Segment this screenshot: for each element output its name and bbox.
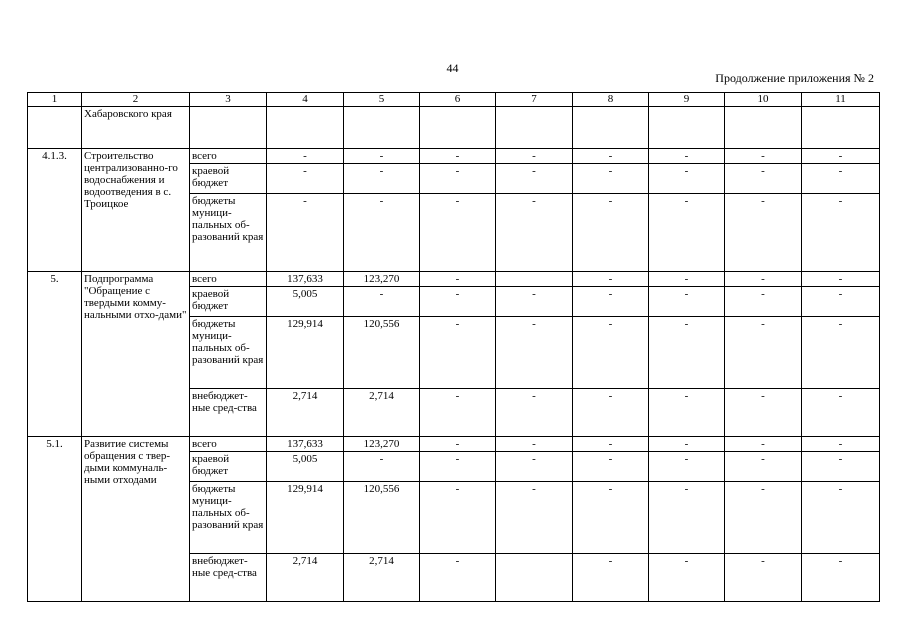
value-cell: -	[573, 482, 649, 554]
table-cell	[420, 107, 496, 149]
funding-source: всего	[190, 272, 267, 287]
value-cell: 2,714	[344, 554, 420, 602]
funding-source: внебюджет-ные сред-ства	[190, 554, 267, 602]
measure-name: Подпрограмма "Обращение с твердыми комму-нальными отхо-дами"	[82, 272, 190, 437]
value-cell: 2,714	[267, 389, 344, 437]
value-cell: -	[496, 452, 573, 482]
value-cell: -	[649, 317, 725, 389]
value-cell: -	[649, 389, 725, 437]
value-cell: 123,270	[344, 437, 420, 452]
item-number: 5.1.	[28, 437, 82, 602]
funding-source: краевой бюджет	[190, 452, 267, 482]
value-cell: 137,633	[267, 437, 344, 452]
value-cell: -	[725, 554, 802, 602]
value-cell: -	[802, 554, 880, 602]
value-cell: -	[420, 164, 496, 194]
table-cell	[649, 107, 725, 149]
value-cell: -	[573, 317, 649, 389]
value-cell: -	[649, 194, 725, 272]
value-cell: -	[496, 287, 573, 317]
value-cell: -	[725, 437, 802, 452]
value-cell: -	[573, 287, 649, 317]
item-number: 4.1.3.	[28, 149, 82, 272]
value-cell: -	[725, 164, 802, 194]
value-cell: -	[649, 554, 725, 602]
value-cell: -	[725, 452, 802, 482]
funding-source: внебюджет-ные сред-ства	[190, 389, 267, 437]
column-header: 10	[725, 93, 802, 107]
value-cell: -	[344, 287, 420, 317]
funding-source: бюджеты муници-пальных об-разований края	[190, 194, 267, 272]
value-cell: -	[802, 437, 880, 452]
value-cell: 2,714	[344, 389, 420, 437]
value-cell: -	[496, 437, 573, 452]
column-header: 6	[420, 93, 496, 107]
page-number: 44	[446, 61, 459, 75]
value-cell: -	[420, 437, 496, 452]
value-cell: -	[267, 164, 344, 194]
value-cell: -	[344, 149, 420, 164]
value-cell: 5,005	[267, 287, 344, 317]
value-cell: 129,914	[267, 482, 344, 554]
funding-source: краевой бюджет	[190, 164, 267, 194]
value-cell: -	[802, 452, 880, 482]
table-cell	[725, 107, 802, 149]
value-cell: -	[496, 194, 573, 272]
value-cell: 120,556	[344, 482, 420, 554]
value-cell: -	[649, 482, 725, 554]
table-cell	[267, 107, 344, 149]
value-cell: -	[725, 389, 802, 437]
value-cell: -	[802, 164, 880, 194]
value-cell: -	[649, 272, 725, 287]
value-cell: -	[649, 287, 725, 317]
value-cell: -	[802, 194, 880, 272]
value-cell: -	[573, 554, 649, 602]
value-cell: -	[725, 272, 802, 287]
column-header: 2	[82, 93, 190, 107]
value-cell: -	[496, 317, 573, 389]
value-cell: -	[420, 554, 496, 602]
value-cell: -	[649, 164, 725, 194]
column-header: 5	[344, 93, 420, 107]
value-cell: 137,633	[267, 272, 344, 287]
value-cell: -	[725, 287, 802, 317]
table-cell	[28, 107, 82, 149]
measure-name: Строительство централизованно-го водоснабжения и водоотведения в с. Троицкое	[82, 149, 190, 272]
value-cell: -	[496, 389, 573, 437]
table-row	[28, 437, 880, 452]
value-cell: -	[344, 452, 420, 482]
value-cell: 120,556	[344, 317, 420, 389]
value-cell: 5,005	[267, 452, 344, 482]
appendix-note: Продолжение приложения № 2	[715, 71, 874, 85]
value-cell: -	[573, 437, 649, 452]
column-number-row	[28, 93, 880, 107]
value-cell: -	[420, 287, 496, 317]
funding-table	[27, 92, 880, 602]
column-header: 8	[573, 93, 649, 107]
value-cell: -	[802, 287, 880, 317]
value-cell: -	[802, 272, 880, 287]
value-cell: -	[649, 149, 725, 164]
value-cell: -	[496, 164, 573, 194]
value-cell: -	[573, 452, 649, 482]
value-cell: -	[420, 272, 496, 287]
table-row	[28, 272, 880, 287]
value-cell: -	[802, 317, 880, 389]
value-cell	[496, 272, 573, 287]
value-cell: 123,270	[344, 272, 420, 287]
value-cell: -	[573, 149, 649, 164]
value-cell: 129,914	[267, 317, 344, 389]
value-cell: -	[802, 389, 880, 437]
item-number: 5.	[28, 272, 82, 437]
value-cell: -	[420, 389, 496, 437]
value-cell: -	[267, 149, 344, 164]
funding-source: бюджеты муници-пальных об-разований края	[190, 317, 267, 389]
continuation-row	[28, 107, 880, 149]
value-cell: -	[420, 194, 496, 272]
value-cell: -	[344, 194, 420, 272]
table-row	[28, 149, 880, 164]
value-cell: -	[573, 194, 649, 272]
value-cell: -	[725, 482, 802, 554]
value-cell: -	[725, 194, 802, 272]
value-cell: -	[725, 317, 802, 389]
value-cell: 2,714	[267, 554, 344, 602]
value-cell: -	[802, 149, 880, 164]
measure-name: Хабаровского края	[82, 107, 190, 149]
value-cell: -	[420, 317, 496, 389]
value-cell: -	[267, 194, 344, 272]
measure-name: Развитие системы обращения с твер-дыми коммуналь-ными отходами	[82, 437, 190, 602]
column-header: 4	[267, 93, 344, 107]
table-cell	[802, 107, 880, 149]
column-header: 7	[496, 93, 573, 107]
value-cell: -	[725, 149, 802, 164]
value-cell: -	[420, 149, 496, 164]
value-cell: -	[573, 389, 649, 437]
column-header: 11	[802, 93, 880, 107]
funding-source: всего	[190, 437, 267, 452]
column-header: 9	[649, 93, 725, 107]
column-header: 3	[190, 93, 267, 107]
value-cell: -	[573, 164, 649, 194]
table-cell	[573, 107, 649, 149]
value-cell: -	[496, 482, 573, 554]
value-cell: -	[649, 437, 725, 452]
table-cell	[496, 107, 573, 149]
column-header: 1	[28, 93, 82, 107]
value-cell: -	[802, 482, 880, 554]
funding-source: краевой бюджет	[190, 287, 267, 317]
value-cell: -	[420, 482, 496, 554]
value-cell: -	[573, 272, 649, 287]
funding-source: бюджеты муници-пальных об-разований края	[190, 482, 267, 554]
value-cell	[496, 554, 573, 602]
value-cell: -	[649, 452, 725, 482]
value-cell: -	[344, 164, 420, 194]
value-cell: -	[496, 149, 573, 164]
table-cell	[190, 107, 267, 149]
table-cell	[344, 107, 420, 149]
funding-source: всего	[190, 149, 267, 164]
value-cell: -	[420, 452, 496, 482]
